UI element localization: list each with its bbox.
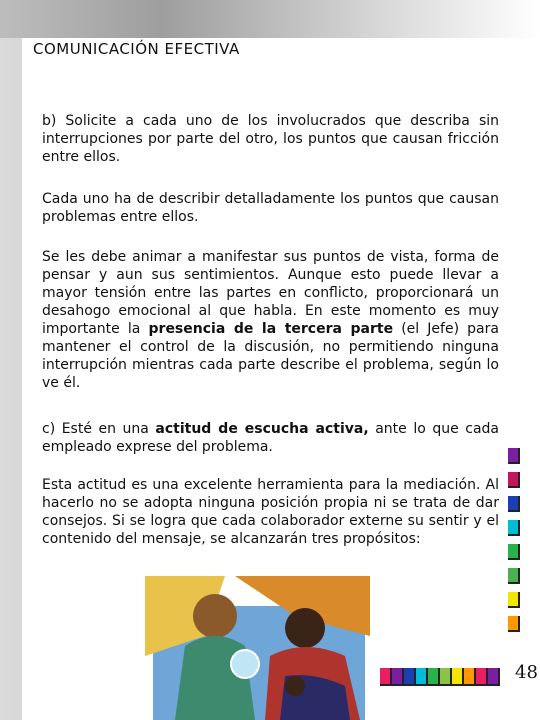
- top-gradient-band: [0, 0, 540, 38]
- decorative-square: [392, 668, 404, 686]
- page-number: 48: [515, 662, 538, 683]
- decorative-square: [464, 668, 476, 686]
- paragraph-encourage-text-1: Se les debe animar a manifestar sus puntos de vista, forma de pensar y aun sus sentimientos. Aunque esto puede llevar a mayor tensión entre las partes en conflicto, proporcionará un desahogo emocional al que habla. En este momento es muy importante la: [42, 249, 499, 337]
- paragraph-attitude: Esta actitud es una excelente herramienta para la mediación. Al hacerlo no se adopta ninguna posición propia ni se trata de dar consejos. Si se logra que cada colaborador externe su sentir y el contenido del mensaje, se alcanzarán tres propósitos:: [42, 477, 499, 547]
- decorative-square: [404, 668, 416, 686]
- decorative-square: [508, 568, 520, 584]
- decorative-squares-horizontal: [380, 668, 520, 690]
- paragraph-c: [42, 420, 499, 456]
- paragraph-encourage: [42, 248, 499, 392]
- mediation-illustration: [145, 576, 370, 720]
- decorative-square: [416, 668, 428, 686]
- third-party-emphasis: presencia de la tercera parte: [148, 321, 394, 337]
- decorative-square: [508, 616, 520, 632]
- decorative-square: [508, 544, 520, 560]
- decorative-square: [476, 668, 488, 686]
- paragraph-b: b) Solicite a cada uno de los involucrados que describa sin interrupciones por parte del otro, los puntos que causan fricción entre ellos.: [42, 113, 499, 165]
- decorative-square: [488, 668, 500, 686]
- decorative-square: [452, 668, 464, 686]
- paragraph-c-text-2: ante lo que cada empleado exprese del problema.: [42, 421, 499, 455]
- decorative-square: [508, 472, 520, 488]
- decorative-square: [508, 520, 520, 536]
- paragraph-c-text-1: c) Esté en una: [42, 421, 156, 437]
- decorative-square: [440, 668, 452, 686]
- decorative-square: [428, 668, 440, 686]
- slide-title: COMUNICACIÓN EFECTIVA: [33, 40, 240, 58]
- decorative-square: [508, 448, 520, 464]
- decorative-square: [508, 592, 520, 608]
- decorative-square: [380, 668, 392, 686]
- paragraph-encourage-text-2: (el Jefe) para mantener el control de la discusión, no permitiendo ninguna interrupción mientras cada parte describe el problema, según lo ve él.: [42, 321, 499, 391]
- decorative-square: [508, 496, 520, 512]
- paragraph-detail: Cada uno ha de describir detalladamente los puntos que causan problemas entre ellos.: [42, 191, 499, 225]
- active-listening-emphasis: actitud de escucha activa,: [155, 421, 369, 437]
